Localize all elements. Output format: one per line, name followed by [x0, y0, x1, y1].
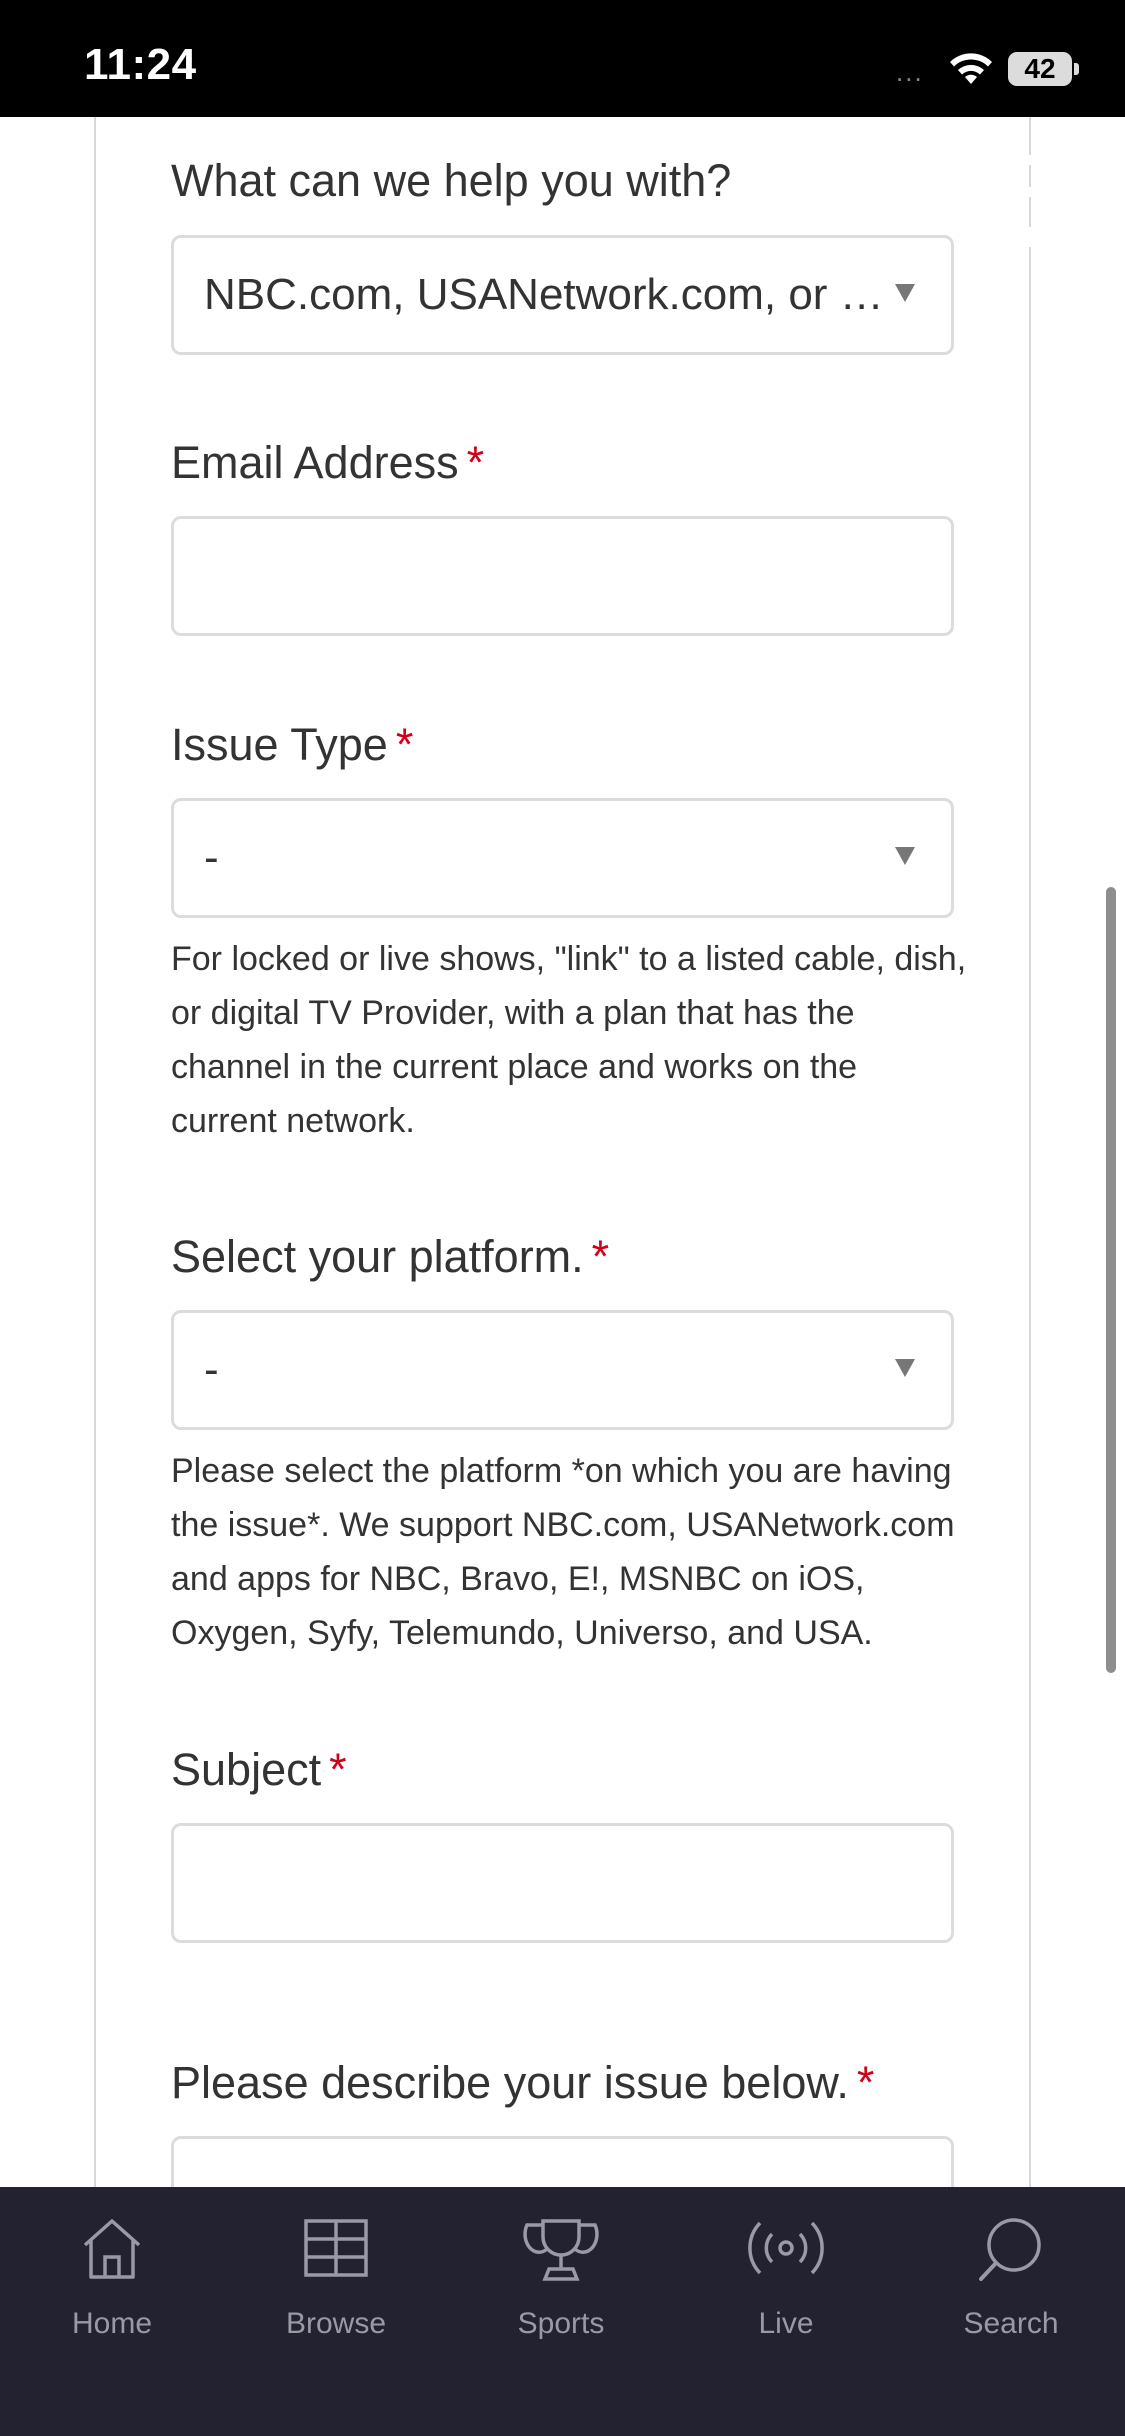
required-asterisk: *: [466, 437, 485, 488]
email-label: Email Address *: [171, 437, 485, 488]
subject-label: Subject *: [171, 1744, 347, 1795]
trophy-icon: [521, 2215, 601, 2285]
border-gap: [1029, 187, 1031, 197]
chevron-down-icon: [895, 284, 915, 302]
broadcast-icon: [744, 2215, 828, 2281]
tab-bar: [0, 2187, 1125, 2436]
scrollbar[interactable]: [1106, 887, 1116, 1673]
border-gap: [1029, 155, 1031, 165]
wifi-icon: [946, 50, 996, 88]
subject-field[interactable]: [171, 1823, 954, 1943]
tab-search-label: Search: [963, 2307, 1059, 2340]
required-asterisk: *: [856, 2057, 875, 2108]
help-with-selected-value: NBC.com, USANetwork.com, or …: [204, 270, 884, 319]
platform-select[interactable]: [171, 1310, 954, 1430]
required-asterisk: *: [395, 719, 414, 770]
subject-field-value: [204, 1826, 884, 1940]
tab-search[interactable]: [931, 2207, 1091, 2340]
battery-icon: [1008, 52, 1080, 86]
issue-type-label: Issue Type *: [171, 719, 414, 770]
search-icon: [976, 2215, 1046, 2285]
platform-help-text: Please select the platform *on which you are having the issue*. We support NBC.com, USANetwork.com and apps for NBC, Bravo, E!, MSNBC on iOS, Oxygen, Syfy, Telemundo, Universo, and USA.: [171, 1452, 955, 1652]
platform-selected-value: -: [204, 1345, 219, 1394]
status-bar: [0, 0, 1125, 117]
description-label: Please describe your issue below. *: [171, 2057, 875, 2108]
platform-label: Select your platform. *: [171, 1231, 610, 1282]
help-with-label: What can we help you with?: [171, 155, 732, 206]
home-icon: [79, 2215, 145, 2281]
chevron-down-icon: [895, 1359, 915, 1377]
border-gap: [1029, 227, 1031, 247]
issue-type-help-text: For locked or live shows, "link" to a listed cable, dish, or digital TV Provider, with a plan that has the channel in the current place and works on the current network.: [171, 940, 967, 1140]
required-asterisk: *: [329, 1744, 347, 1795]
cellular-signal-icon: ...: [896, 57, 924, 87]
tab-live[interactable]: [706, 2207, 866, 2340]
tab-sports[interactable]: [481, 2207, 641, 2340]
card-border-right: [1029, 117, 1031, 2187]
tab-browse-label: Browse: [285, 2307, 387, 2340]
issue-type-select[interactable]: [171, 798, 954, 918]
tab-home-label: Home: [71, 2307, 153, 2340]
help-with-select[interactable]: [171, 235, 954, 355]
battery-level: 42: [1024, 53, 1056, 84]
tab-live-label: Live: [758, 2307, 814, 2340]
required-asterisk: *: [591, 1231, 610, 1282]
email-field[interactable]: [171, 516, 954, 636]
card-border-left: [94, 117, 96, 2187]
status-time: 11:24: [84, 40, 197, 89]
email-field-value: [204, 519, 884, 633]
description-textarea[interactable]: [171, 2136, 954, 2187]
tab-sports-label: Sports: [517, 2307, 605, 2340]
chevron-down-icon: [895, 847, 915, 865]
issue-type-selected-value: -: [204, 833, 219, 882]
support-form-page[interactable]: [0, 117, 1125, 2187]
grid-icon: [303, 2215, 369, 2281]
tab-home[interactable]: [32, 2207, 192, 2340]
tab-browse[interactable]: [256, 2207, 416, 2340]
